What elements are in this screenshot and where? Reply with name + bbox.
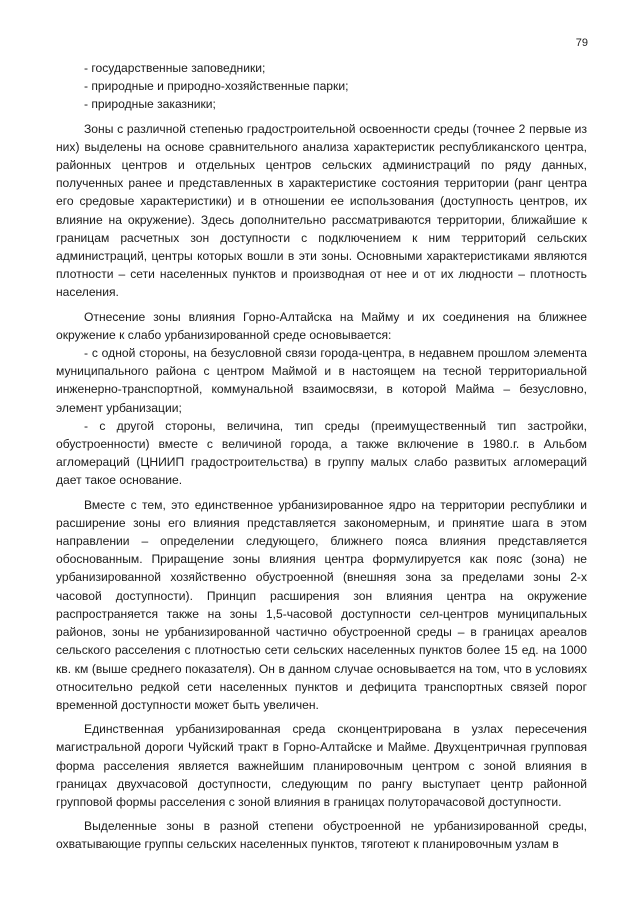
paragraph-second-side: - с другой стороны, величина, тип среды (преимущественный тип застройки, обустроенности) вместе с величиной города, а также включение в 1980.г. в Альбом агломераций (ЦНИИП градостроительства) в группу малых слабо развитых агломераций дает такое основание. — [56, 418, 587, 488]
list-item: - природные и природно-хозяйственные парки; — [84, 79, 349, 94]
paragraph-gorno-altaisk: Отнесение зоны влияния Горно-Алтайска на Майму и их соединения на ближнее окружение к слабо урбанизированной среде основывается: — [56, 309, 587, 342]
list-item: - государственные заповедники; — [84, 61, 266, 75]
paragraph-selected-zones: Выделенные зоны в разной степени обустроенной не урбанизированной среды, охватывающие группы сельских населенных пунктов, тяготеют к планировочным узлам в — [56, 819, 587, 852]
page-body — [56, 59, 587, 854]
list-item: - природные заказники; — [84, 97, 216, 112]
paragraph-urbanized-environment: Единственная урбанизированная среда сконцентрирована в узлах пересечения магистральной дороги Чуйский тракт в Горно-Алтайске и Майме. Двухцентричная групповая форма расселения является важнейшим планировочным центром с зоной влияния в границах двухчасовой доступности, следующим по рангу выступает центр районной групповой формы расселения с зоной влияния в границах полуторачасовой доступности. — [56, 722, 587, 809]
paragraph-urban-core: Вместе с тем, это единственное урбанизированное ядро на территории республики и расширение зоны его влияния представляется закономерным, и принятие шага в этом направлении – определении следующего, ближнего пояса влияния представляется обоснованным. Приращение зоны влияния центра формулируется как пояс (зона) не урбанизированной хозяйственно обустроенной (внешняя зона за пределами зоны 2-х часовой доступности). Принцип расширения зон влияния центра на окружение распространяется также на зоны 1,5-часовой доступности сел-центров муниципальных районов, зоны не урбанизированной частично обустроенной среды – в границах ареалов сельского расселения с плотностью сети сельских населенных пунктов более 15 ед. на 1000 кв. км (выше среднего показателя). Он в данном случае основывается на том, что в условиях относительно редкой сети населенных пунктов и дефицита транспортных связей порог временной доступности может быть увеличен. — [56, 497, 587, 712]
paragraph-zones: Зоны с различной степенью градостроительной освоенности среды (точнее 2 первые из них) выделены на основе сравнительного анализа характеристик республиканского центра, районных центров и отдельных центров сельских администраций по ряду данных, полученных ранее и представленных в характеристике состояния территории (ранг центра его средовые характеристики) и в отношении ее использования (доступность центров, их влияние на окружение). Здесь дополнительно рассматриваются территории, ближайшие к границам расчетных зон доступности с подключением к ним территорий сельских администраций, центры которых вошли в эти зоны. Основными характеристиками являются плотности – сети населенных пунктов и производная от нее и от их людности – плотность населения. — [56, 121, 587, 300]
page-number: 79 — [575, 37, 588, 49]
paragraph-first-side: - с одной стороны, на безусловной связи города-центра, в недавнем прошлом элемента муниципального района с центром Маймой и в настоящем на тесной территориальной инженерно-транспортной, коммунальной взаимосвязи, в которой Майма – безусловно, элемент урбанизации; — [56, 346, 587, 415]
